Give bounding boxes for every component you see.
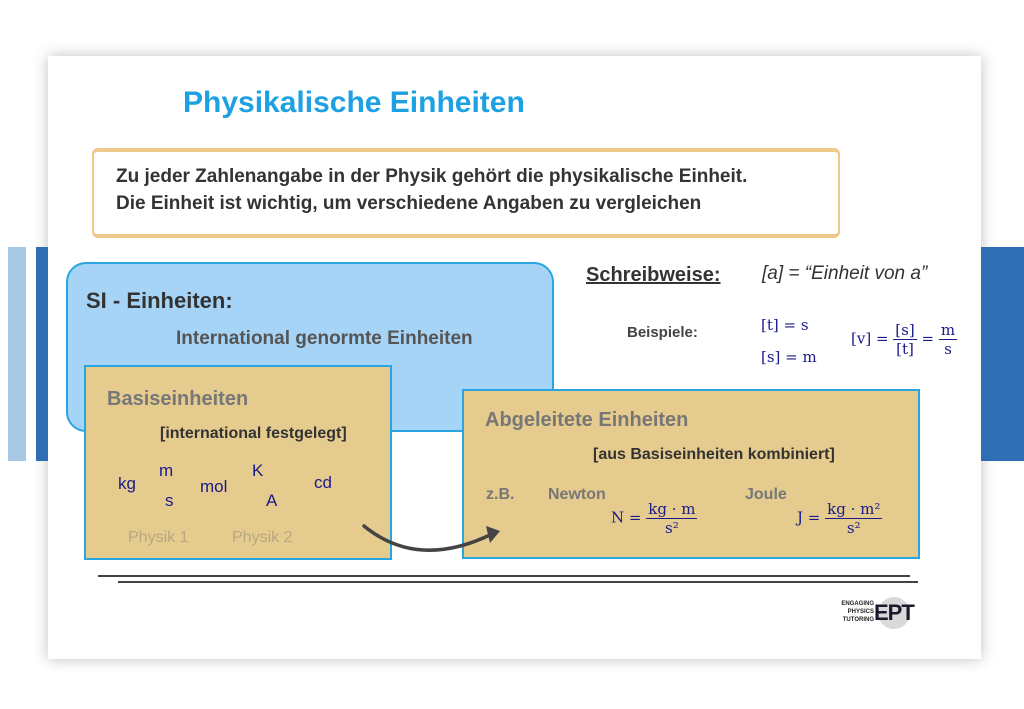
unit-cd: cd [314,473,332,492]
intro-line-1: Zu jeder Zahlenangabe in der Physik gehört die physikalische Einheit. [116,166,748,187]
logo-small-text: ENGAGING PHYSICS TUTORING [841,601,874,623]
course-physik-1: Physik 1 [128,529,189,546]
slide-title: Physikalische Einheiten [183,86,525,119]
unit-kg: kg [118,474,136,493]
examples-label: Beispiele: [627,324,698,341]
example-prefix: z.B. [486,486,515,503]
newton-denominator: s² [665,519,679,537]
velocity-denominator-1: [t] [896,340,914,358]
example-time-unit: [t] = s [761,316,809,334]
si-units-subtitle: International genormte Einheiten [176,328,473,349]
base-units-title: Basiseinheiten [107,388,249,410]
newton-numerator: kg · m [648,500,696,518]
newton-lhs: N = [611,508,642,527]
unit-m: m [159,461,174,480]
joule-numerator: kg · m² [827,500,881,518]
unit-s: s [165,491,174,510]
velocity-equals: = [921,329,935,348]
base-units-note: [international festgelegt] [160,425,347,442]
velocity-lhs: [v] = [851,329,889,348]
velocity-numerator-2: m [940,321,956,339]
joule-formula [797,500,882,537]
newton-label: Newton [548,486,606,503]
footer-rule-2 [118,581,918,583]
logo-mark: EPT [874,600,914,625]
ept-logo [836,597,920,629]
example-distance-unit: [s] = m [761,348,817,366]
newton-formula [611,500,697,537]
joule-denominator: s² [846,519,861,537]
unit-A: A [266,491,278,510]
left-accent-bar-dark [36,247,48,461]
velocity-fraction-2 [939,321,957,358]
si-units-title: SI - Einheiten: [86,288,233,313]
footer-rule-1 [98,575,910,577]
right-accent-bar [981,247,1024,461]
newton-fraction [646,500,697,537]
joule-label: Joule [745,486,787,503]
example-velocity-unit [851,321,957,358]
left-accent-bar-light [8,247,26,461]
intro-line-2: Die Einheit ist wichtig, um verschiedene Angaben zu vergleichen [116,193,702,214]
joule-lhs: J = [797,508,821,527]
derived-units-note: [aus Basiseinheiten kombiniert] [593,446,835,463]
velocity-denominator-2: s [944,340,952,358]
unit-mol: mol [200,477,228,496]
unit-K: K [252,461,264,480]
velocity-fraction-1 [893,321,916,358]
arrow-icon [358,518,508,568]
velocity-numerator-1: [s] [895,321,915,339]
notation-definition: [a] = “Einheit von a” [762,263,928,284]
joule-fraction [825,500,882,537]
derived-units-title: Abgeleitete Einheiten [485,409,689,431]
notation-label: Schreibweise: [586,264,721,286]
course-physik-2: Physik 2 [232,529,293,546]
